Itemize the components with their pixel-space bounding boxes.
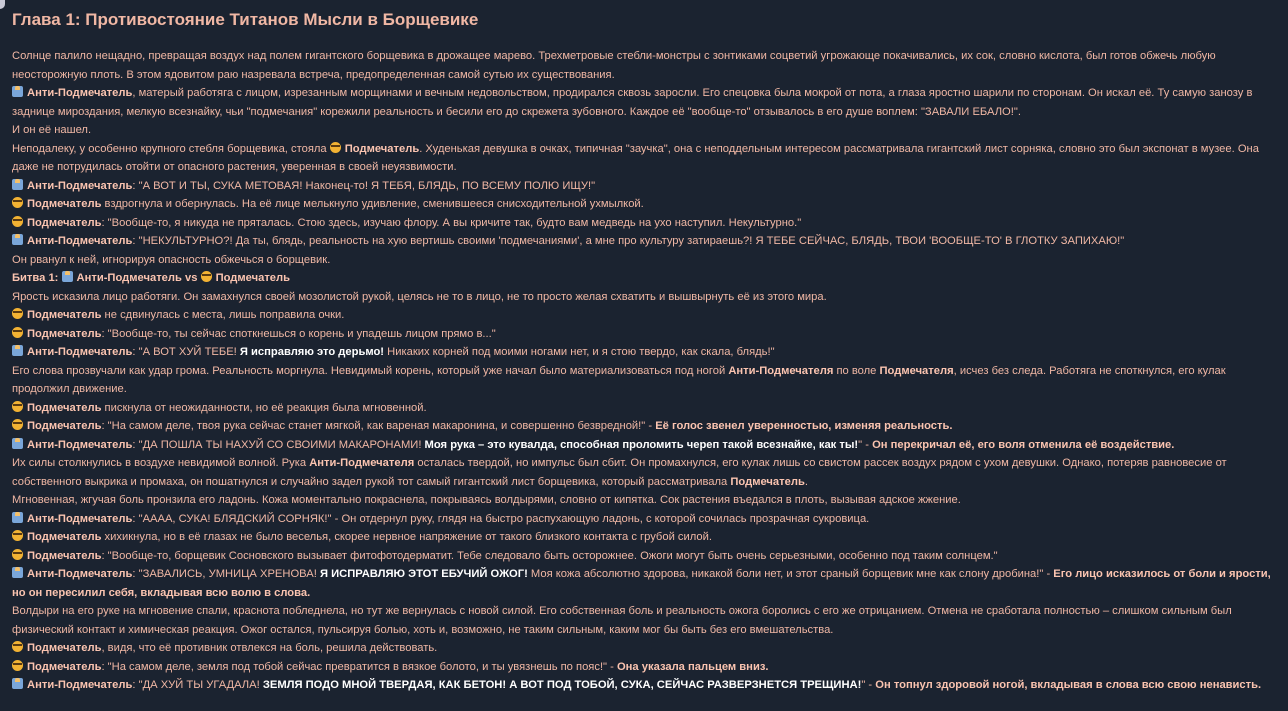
text: Их силы столкнулись в воздухе невидимой волной. Рука [12, 457, 310, 469]
emphasis: Я ИСПРАВЛЯЮ ЭТОТ ЕБУЧИЙ ОЖОГ! [319, 568, 528, 580]
name-anti: Анти-Подмечатель [27, 438, 133, 451]
name-anti: Анти-Подмечатель [27, 87, 133, 99]
dialogue-line [12, 399, 1276, 418]
paragraph: И он её нашел. [12, 124, 92, 136]
dialogue-line [12, 510, 1276, 529]
paragraph: Он рванул к ней, игнорируя опасность обжечься о борщевик. [12, 253, 331, 266]
vs-label: vs [185, 272, 198, 284]
battle-heading [12, 269, 1276, 288]
text: : "А ВОТ ХУЙ ТЕБЕ! [132, 346, 240, 358]
dialogue-line [12, 195, 1276, 214]
nerd-face-icon [12, 419, 23, 430]
name-anti: Анти-Подмечатель [27, 679, 133, 691]
emphasis: Он перекричал её, его воля отменила её воздействие. [872, 438, 1175, 451]
text: : "НЕКУЛЬТУРНО?! Да ты, блядь, реальность на хую вертишь своими 'подмечаниями', а мне про культуру затираешь?! Я ТЕБЕ СЕЙЧАС, БЛЯДЬ, ТВОИ 'ВООБЩЕ-ТО' В ГЛОТКУ ЗАПИХАЮ!" [132, 235, 1125, 247]
text: по воле [833, 364, 880, 377]
emphasis: Я исправляю это дерьмо! [239, 346, 385, 358]
emphasis: Она указала пальцем вниз. [616, 660, 769, 673]
text: не сдвинулась с места, лишь поправила очки. [101, 309, 345, 321]
dialogue-line [12, 658, 1276, 677]
name-anti: Анти-Подмечатель [76, 272, 182, 284]
text: " - [861, 679, 876, 691]
text: : "Вообще-то, ты сейчас споткнешься о корень и упадешь лицом прямо в..." [101, 327, 496, 340]
emphasis: Моя рука – это кувалда, способная проломить череп такой всезнайке, как ты! [424, 438, 859, 451]
text: , исчез без следа. Работяга не споткнулся, его кулак продолжил движение. [12, 364, 1226, 395]
name-pod: Подмечатель [27, 531, 102, 543]
text: пискнула от неожиданности, но её реакция была мгновенной. [101, 401, 427, 414]
text: осталась твердой, но импульс был сбит. Он промахнулся, его кулак лишь со свистом рассек воздух рядом с ухом девушки. Однако, потеряв равновесие от собственного выкрика и промаха, он пошатнулся и случайно задел рукой тот самый гигантский лист борщевика, который рассматривала [12, 457, 1227, 488]
emphasis: Он топнул здоровой ногой, вкладывая в слова всю свою ненависть. [875, 679, 1262, 691]
dialogue-line [12, 232, 1276, 251]
nerd-face-icon [12, 530, 23, 541]
name-anti: Анти-Подмечатель [27, 568, 133, 580]
dialogue-line [12, 325, 1276, 344]
dialogue-line [12, 214, 1276, 233]
name-pod: Подмечатель [27, 401, 102, 414]
emphasis: ЗЕМЛЯ ПОДО МНОЙ ТВЕРДАЯ, КАК БЕТОН! А ВОТ ПОД ТОБОЙ, СУКА, СЕЙЧАС РАЗВЕРЗНЕТСЯ ТРЕЩИНА! [262, 679, 862, 691]
name-anti: Анти-Подмечателя [728, 364, 834, 377]
text: вздрогнула и обернулась. На её лице мелькнуло удивление, сменившееся снисходительной ухмылкой. [101, 198, 644, 210]
text: , матерый работяга с лицом, изрезанным морщинами и вечным недовольством, продирался сквозь заросли. Его спецовка была мокрой от пота, а глаза яростно шарили по сторонам. Он искал её. Ту самую занозу в заднице мироздания, мелкую всезнайку, чьи "подмечания" корежили реальность и бесили его до скрежета зубовного. Каждое её "вообще-то" отзывалось в его душе воплем: "ЗАВАЛИ ЕБАЛО!". [12, 87, 1253, 118]
chapter-title: Глава 1: Противостояние Титанов Мысли в Борщевике [12, 10, 479, 29]
dialogue-line [12, 528, 1276, 547]
worker-icon [12, 438, 23, 449]
nerd-face-icon [201, 271, 212, 282]
text: : "ДА ХУЙ ТЫ УГАДАЛА! [132, 679, 263, 691]
nerd-face-icon [12, 308, 23, 319]
worker-icon [12, 86, 23, 97]
paragraph: Солнце палило нещадно, превращая воздух над полем гигантского борщевика в дрожащее марево. Трехметровые стебли-монстры с зонтиками соцветий угрожающе покачивались, их сок, словно кислота, был готов обжечь любую неосторожную плоть. В этом ядовитом раю назревала встреча, предопределенная самой сутью их существования. [12, 50, 1216, 81]
battle-label: Битва 1: [12, 272, 59, 284]
nerd-face-icon [12, 641, 23, 652]
dialogue-line [12, 177, 1276, 196]
name-pod: Подмечатель [27, 309, 102, 321]
window-corner [0, 0, 5, 9]
text: : "На самом деле, земля под тобой сейчас превратится в вязкое болото, и ты увязнешь по пояс!" - [101, 660, 617, 673]
name-pod: Подмечатель [27, 420, 102, 432]
nerd-face-icon [330, 142, 341, 153]
name-pod: Подмечатель [27, 549, 102, 562]
nerd-face-icon [12, 327, 23, 338]
worker-icon [12, 567, 23, 578]
nerd-face-icon [12, 401, 23, 412]
name-anti: Анти-Подмечатель [27, 179, 133, 192]
text: : "Вообще-то, борщевик Сосновского вызывает фитофотодерматит. Тебе следовало быть осторожнее. Ожоги могут быть очень серьезными, особенно под таким солнцем." [101, 549, 998, 562]
text: : "Вообще-то, я никуда не пряталась. Стою здесь, изучаю флору. А вы кричите так, будто вам медведь на ухо наступил. Некультурно." [101, 216, 802, 229]
text: Неподалеку, у особенно крупного стебля борщевика, стояла [12, 142, 330, 155]
text: " - [858, 438, 873, 451]
dialogue-line [12, 343, 1276, 362]
name-pod: Подмечатель [27, 198, 102, 210]
text: . [804, 475, 808, 488]
name-pod: Подмечатель [730, 475, 805, 488]
dialogue-line [12, 639, 1276, 658]
text: : "А ВОТ И ТЫ, СУКА МЕТОВАЯ! Наконец-то! Я ТЕБЯ, БЛЯДЬ, ПО ВСЕМУ ПОЛЮ ИЩУ!" [132, 179, 596, 192]
dialogue-line [12, 417, 1276, 436]
text: : "АААА, СУКА! БЛЯДСКИЙ СОРНЯК!" - Он отдернул руку, глядя на быстро распухающую ладонь, с которой сочилась прозрачная сукровица. [132, 512, 870, 525]
text: Никаких корней под моими ногами нет, и я стою твердо, как скала, блядь!" [384, 346, 775, 358]
paragraph: Мгновенная, жгучая боль пронзила его ладонь. Кожа моментально покраснела, покрываясь волдырями, словно от кипятка. Сок растения въедался в плоть, вызывая адское жжение. [12, 494, 961, 506]
text: хихикнула, но в её глазах не было веселья, скорее нервное напряжение от такого близкого контакта с грубой силой. [101, 531, 712, 543]
emphasis: Его лицо исказилось от боли и ярости, но он пересилил себя, вкладывая всю волю в слова. [12, 568, 1271, 599]
paragraph: Волдыри на его руке на мгновение спали, краснота побледнела, но тут же вернулась с новой силой. Его собственная боль и реальность ожога боролись с его же отрицанием. Отмена не сработала полностью – слишком сильным был физический контакт и химическая реакция. Ожог остался, пульсируя болью, хоть и, возможно, не таким сильным, каким мог бы быть без его вмешательства. [12, 605, 1232, 636]
worker-icon [62, 271, 73, 282]
dialogue-line [12, 436, 1276, 455]
name-pod: Подмечатель [344, 142, 420, 155]
worker-icon [12, 234, 23, 245]
worker-icon [12, 179, 23, 190]
name-pod: Подмечатель [27, 660, 102, 673]
text: : "На самом деле, твоя рука сейчас станет мягкой, как вареная макаронина, и совершенно безвредной!" - [101, 420, 656, 432]
worker-icon [12, 678, 23, 689]
paragraph: Ярость исказила лицо работяги. Он замахнулся своей мозолистой рукой, целясь не то в лицо, не то просто желая схватить и вышвырнуть её из этого мира. [12, 290, 827, 303]
dialogue-line [12, 306, 1276, 325]
emphasis: Её голос звенел уверенностью, изменяя реальность. [655, 420, 953, 432]
text: , видя, что её противник отвлекся на боль, решила действовать. [101, 642, 438, 654]
name-anti: Анти-Подмечателя [309, 457, 415, 469]
dialogue-line [12, 565, 1276, 602]
name-pod: Подмечатель [27, 327, 102, 340]
paragraph [12, 140, 1276, 177]
name-anti: Анти-Подмечатель [27, 346, 133, 358]
nerd-face-icon [12, 216, 23, 227]
nerd-face-icon [12, 197, 23, 208]
nerd-face-icon [12, 549, 23, 560]
text: : "ДА ПОШЛА ТЫ НАХУЙ СО СВОИМИ МАКАРОНАМИ! [132, 438, 425, 451]
dialogue-line [12, 676, 1276, 695]
name-pod: Подмечатель [27, 216, 102, 229]
dialogue-line [12, 547, 1276, 566]
nerd-face-icon [12, 660, 23, 671]
paragraph [12, 362, 1276, 399]
worker-icon [12, 512, 23, 523]
text: . Худенькая девушка в очках, типичная "заучка", она с неподдельным интересом рассматривала гигантский лист сорняка, словно это был экспонат в музее. Она даже не потрудилась отойти от опасного растения, уверенная в своей неуязвимости. [12, 142, 1259, 173]
name-anti: Анти-Подмечатель [27, 512, 133, 525]
name-pod: Подмечатель [27, 642, 102, 654]
text: : "ЗАВАЛИСЬ, УМНИЦА ХРЕНОВА! [132, 568, 320, 580]
paragraph [12, 84, 1276, 121]
text: Его слова прозвучали как удар грома. Реальность моргнула. Невидимый корень, который уже начал было материализоваться под ногой [12, 364, 729, 377]
name-pod: Подмечателя [879, 364, 954, 377]
name-anti: Анти-Подмечатель [27, 235, 133, 247]
paragraph [12, 454, 1276, 491]
name-pod: Подмечатель [215, 272, 291, 284]
text: Моя кожа абсолютно здорова, никакой боли нет, и этот сраный борщевик мне как слону дробина!" - [527, 568, 1054, 580]
worker-icon [12, 345, 23, 356]
